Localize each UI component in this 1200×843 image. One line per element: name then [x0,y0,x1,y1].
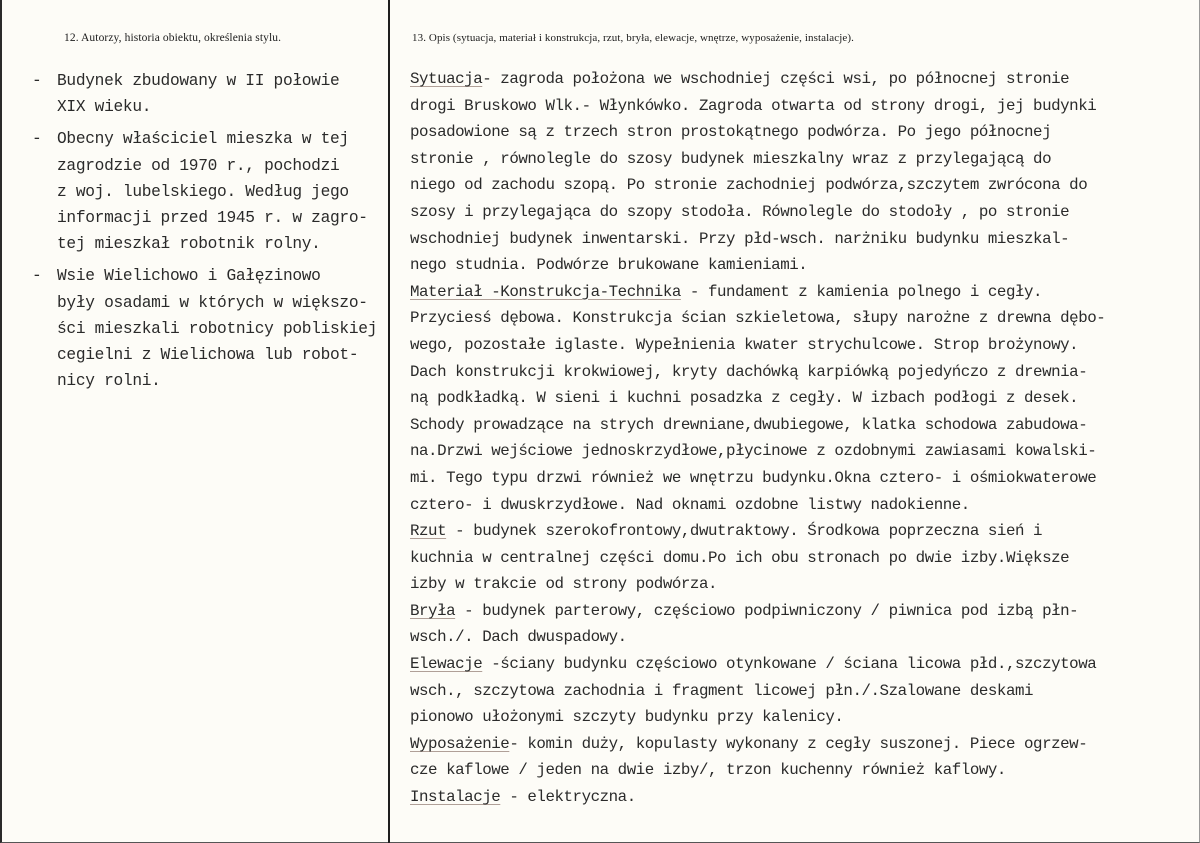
text-line: Dach konstrukcji krokwiowej, kryty dachówką karpiówką pojedyńczo z drewnia- [410,362,1088,381]
text-line: posadowione są z trzech stron prostokątnego podwórza. Po jego północnej [410,123,1052,142]
left-text-line: cegielni z Wielichowa lub robot- [57,346,359,365]
text-line: cztero- i dwuskrzydłowe. Nad oknami ozdobne listwy nadokienne. [410,495,970,514]
text-line: wsch., szczytowa zachodnia i fragment licowej płn./.Szalowane deskami [410,681,1034,700]
left-text-line: ści mieszkali robotnicy pobliskiej [57,319,378,338]
left-text-line: - Wsie Wielichowo i Gałęzinowo [32,267,321,286]
section-heading: Instalacje [410,788,501,807]
text-line: szosy i przylegająca do szopy stodoła. Równolegle do stodoły , po stronie [410,202,1070,221]
left-text-line: informacji przed 1945 r. w zagro- [57,209,368,228]
left-text-line: - Budynek zbudowany w II połowie [32,72,340,90]
section-heading: Sytuacja [410,70,483,88]
right-column-text [410,66,1198,811]
left-column-text [32,68,377,400]
text-line: stronie , równolegle do szosy budynek mieszkalny wraz z przylegającą do [410,149,1052,168]
left-text-line: zagrodzie od 1970 r., pochodzi [57,156,340,175]
section-line: Materiał -Konstrukcja-Technika - fundament z kamienia polnego i cegły. [410,282,1043,301]
text-line: izby w trakcie od strony podwórza. [410,575,718,594]
text-line: niego od zachodu szopą. Po stronie zachodniej podwórza,szczytem zwrócona do [410,176,1088,195]
text-line: wego, pozostałe iglaste. Wypełnienia kwater strychulcowe. Strop brożynowy. [410,335,1079,354]
column-divider [388,0,390,843]
section-heading: Bryła [410,601,456,620]
left-text-line: nicy rolni. [57,372,161,391]
text-line: nego studnia. Podwórze brukowane kamieniami. [410,256,808,275]
left-text-line: były osadami w których w większo- [57,293,368,312]
left-text-line: tej mieszkał robotnik rolny. [57,235,321,254]
section-line: Sytuacja- zagroda położona we wschodniej części wsi, po północnej stronie [410,70,1070,88]
section-heading: Rzut [410,522,447,541]
text-line: wsch./. Dach dwuspadowy. [410,628,627,647]
text-line: ną podkładką. W sieni i kuchni posadzka z cegły. W izbach podłogi z desek. [410,389,1079,408]
left-list-item [32,263,377,394]
section-heading: Materiał -Konstrukcja-Technika [410,282,681,301]
text-line: Schody prowadzące na strych drewniane,dwubiegowe, klatka schodowa zabudowa- [410,415,1088,434]
section-line: Elewacje -ściany budynku częściowo otynkowane / ściana licowa płd.,szczytowa [410,655,1097,674]
left-text-line: z woj. lubelskiego. Według jego [57,182,349,201]
text-line: mi. Tego typu drzwi również we wnętrzu budynku.Okna cztero- i ośmiokwaterowe [410,468,1097,487]
section-line: Rzut - budynek szerokofrontowy,dwutraktowy. Środkowa poprzeczna sień i [410,522,1043,541]
left-column-header: 12. Autorzy, historia obiektu, określenia stylu. [64,32,282,44]
right-column-header: 13. Opis (sytuacja, materiał i konstrukcja, rzut, bryła, elewacje, wnętrze, wyposażenie, instalacje). [412,32,854,44]
section-line: Bryła - budynek parterowy, częściowo podpiwniczony / piwnica pod izbą płn- [410,601,1079,620]
text-line: cze kaflowe / jeden na dwie izby/, trzon kuchenny również kaflowy. [410,761,1006,780]
section-line: Wyposażenie- komin duży, kopulasty wykonany z cegły suszonej. Piece ogrzew- [410,734,1088,753]
left-list-item [32,68,377,120]
text-line: na.Drzwi wejściowe jednoskrzydłowe,płycinowe z ozdobnymi zawiasami kowalski- [410,442,1097,461]
section-line: Instalacje - elektryczna. [410,788,636,807]
text-line: pionowo ułożonymi szczyty budynku przy kalenicy. [410,708,844,727]
text-line: Przyciesś dębowa. Konstrukcja ścian szkieletowa, słupy narożne z drewna dębo- [410,309,1106,328]
left-text-line: XIX wieku. [57,98,152,117]
text-line: kuchnia w centralnej części domu.Po ich obu stronach po dwie izby.Większe [410,548,1070,567]
left-text-line: - Obecny właściciel mieszka w tej [32,130,349,149]
section-heading: Wyposażenie [410,734,510,753]
section-heading: Elewacje [410,655,483,674]
text-line: wschodniej budynek inwentarski. Przy płd-wsch. narżniku budynku mieszkal- [410,229,1070,248]
left-list-item [32,126,377,257]
text-line: drogi Bruskowo Wlk.- Włynkówko. Zagroda otwarta od strony drogi, jej budynki [410,96,1097,115]
